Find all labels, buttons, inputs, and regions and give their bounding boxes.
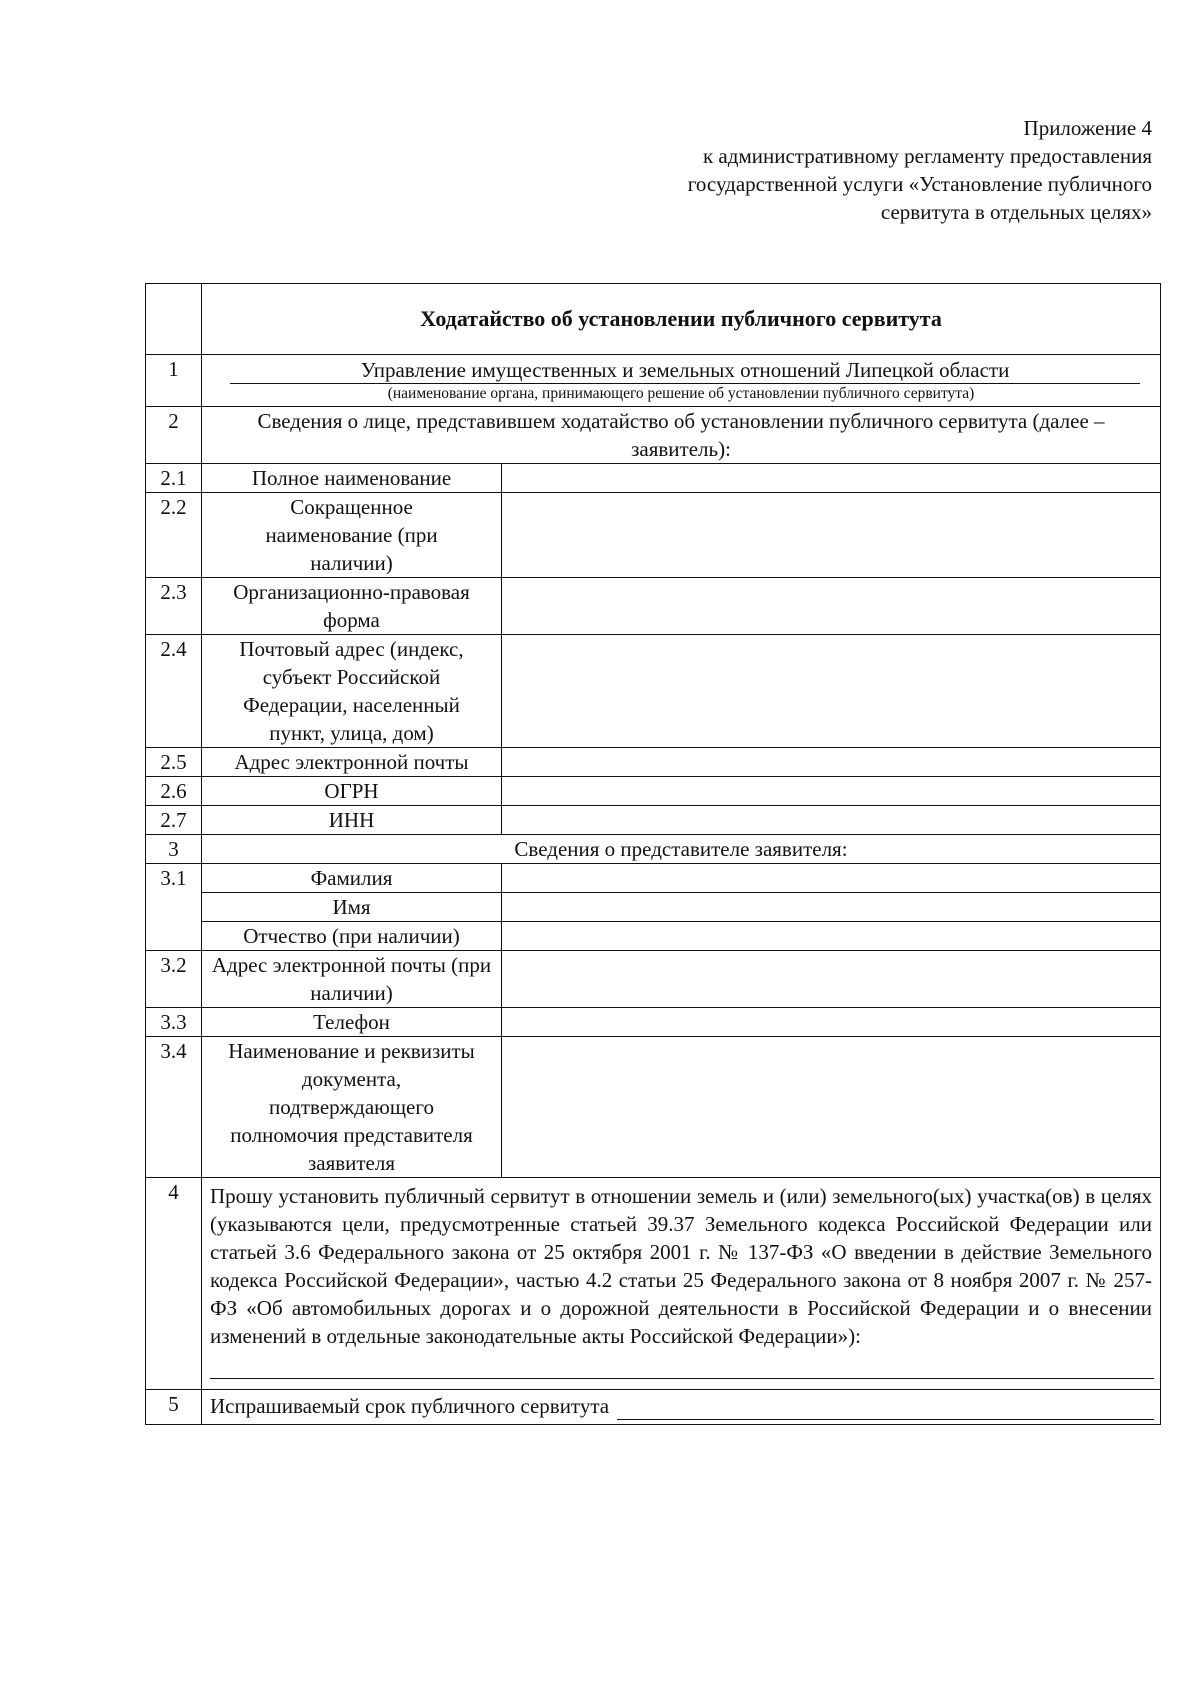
row-number: 5 xyxy=(146,1390,202,1425)
row-number: 4 xyxy=(146,1178,202,1390)
representative-section-heading: Сведения о представителе заявителя: xyxy=(202,835,1161,864)
postal-address-field[interactable] xyxy=(502,635,1161,748)
row-number: 1 xyxy=(146,355,202,407)
appendix-line-3: государственной услуги «Установление публичного xyxy=(687,172,1152,196)
title-num-cell xyxy=(146,284,202,355)
row-2-4 xyxy=(146,635,1161,748)
row-number: 3 xyxy=(146,835,202,864)
legal-form-field[interactable] xyxy=(502,578,1161,635)
appendix-header xyxy=(512,114,1152,226)
servitude-purpose-cell xyxy=(202,1178,1161,1390)
servitude-purpose-field[interactable] xyxy=(210,1354,1154,1379)
form-title: Ходатайство об установлении публичного сервитута xyxy=(420,306,942,331)
row-2-3 xyxy=(146,578,1161,635)
field-label-inn: ИНН xyxy=(202,806,502,835)
field-label-rep-email: Адрес электронной почты (при наличии) xyxy=(202,951,502,1008)
form-title-cell xyxy=(202,284,1161,355)
title-row xyxy=(146,284,1161,355)
row-2-1 xyxy=(146,464,1161,493)
row-4 xyxy=(146,1178,1161,1390)
row-number: 2.3 xyxy=(146,578,202,635)
row-number: 3.3 xyxy=(146,1008,202,1037)
field-label-phone: Телефон xyxy=(202,1008,502,1037)
servitude-term-field[interactable] xyxy=(617,1395,1154,1420)
authority-hint: (наименование органа, принимающего решение об установлении публичного сервитута) xyxy=(387,385,975,402)
row-3-1-name xyxy=(146,893,1161,922)
field-label-email: Адрес электронной почты xyxy=(202,748,502,777)
phone-field[interactable] xyxy=(502,1008,1161,1037)
row-2-2 xyxy=(146,493,1161,578)
row-2-6 xyxy=(146,777,1161,806)
row-number: 2.2 xyxy=(146,493,202,578)
ogrn-field[interactable] xyxy=(502,777,1161,806)
full-name-field[interactable] xyxy=(502,464,1161,493)
field-label-authority-document: Наименование и реквизиты документа, подтверждающего полномочия представителя заявителя xyxy=(202,1037,502,1178)
applicant-section-heading: Сведения о лице, представившем ходатайство об установлении публичного сервитута (далее – заявитель): xyxy=(202,407,1161,464)
petition-form-table xyxy=(145,283,1161,1425)
field-label-name: Имя xyxy=(202,893,502,922)
appendix-line-2: к административному регламенту предоставления xyxy=(702,144,1152,168)
field-label-patronymic: Отчество (при наличии) xyxy=(202,922,502,951)
row-number: 3.1 xyxy=(146,864,202,951)
authority-name[interactable]: Управление имущественных и земельных отношений Липецкой области xyxy=(230,357,1140,384)
row-number: 2 xyxy=(146,407,202,464)
appendix-line-4: сервитута в отдельных целях» xyxy=(880,200,1152,224)
row-number: 2.1 xyxy=(146,464,202,493)
row-3-1-patronymic xyxy=(146,922,1161,951)
authority-document-field[interactable] xyxy=(502,1037,1161,1178)
row-3-3 xyxy=(146,1008,1161,1037)
surname-field[interactable] xyxy=(502,864,1161,893)
authority-cell[interactable] xyxy=(202,355,1161,407)
field-label-legal-form: Организационно-правовая форма xyxy=(202,578,502,635)
field-label-full-name: Полное наименование xyxy=(202,464,502,493)
row-3-1-surname xyxy=(146,864,1161,893)
row-2 xyxy=(146,407,1161,464)
row-2-5 xyxy=(146,748,1161,777)
servitude-term-cell xyxy=(202,1390,1161,1425)
field-label-postal-address: Почтовый адрес (индекс, субъект Российской Федерации, населенный пункт, улица, дом) xyxy=(202,635,502,748)
row-number: 2.4 xyxy=(146,635,202,748)
field-label-short-name: Сокращенное наименование (при наличии) xyxy=(202,493,502,578)
patronymic-field[interactable] xyxy=(502,922,1161,951)
row-3-2 xyxy=(146,951,1161,1008)
servitude-term-row xyxy=(202,1390,1160,1424)
appendix-number: Приложение 4 xyxy=(1023,116,1152,140)
row-5 xyxy=(146,1390,1161,1425)
servitude-term-label: Испрашиваемый срок публичного сервитута xyxy=(210,1394,610,1418)
row-3 xyxy=(146,835,1161,864)
row-number: 2.7 xyxy=(146,806,202,835)
servitude-request-text: Прошу установить публичный сервитут в отношении земель и (или) земельного(ых) участка(ов) в целях (указываются цели, предусмотренные статьей 39.37 Земельного кодекса Российской Федерации или статьей 3.6 Федерального закона от 25 октября 2001 г. № 137-ФЗ «О введении в действие Земельного кодекса Российской Федерации», частью 4.2 статьи 25 Федерального закона от 8 ноября 2007 г. № 257-ФЗ «Об автомобильных дорогах и о дорожной деятельности в Российской Федерации и о внесении изменений в отдельные законодательные акты Российской Федерации»): xyxy=(210,1184,1152,1348)
row-number: 3.2 xyxy=(146,951,202,1008)
inn-field[interactable] xyxy=(502,806,1161,835)
row-3-4 xyxy=(146,1037,1161,1178)
row-number: 3.4 xyxy=(146,1037,202,1178)
row-2-7 xyxy=(146,806,1161,835)
email-field[interactable] xyxy=(502,748,1161,777)
row-number: 2.6 xyxy=(146,777,202,806)
field-label-surname: Фамилия xyxy=(202,864,502,893)
rep-email-field[interactable] xyxy=(502,951,1161,1008)
row-number: 2.5 xyxy=(146,748,202,777)
field-label-ogrn: ОГРН xyxy=(202,777,502,806)
short-name-field[interactable] xyxy=(502,493,1161,578)
row-1 xyxy=(146,355,1161,407)
name-field[interactable] xyxy=(502,893,1161,922)
